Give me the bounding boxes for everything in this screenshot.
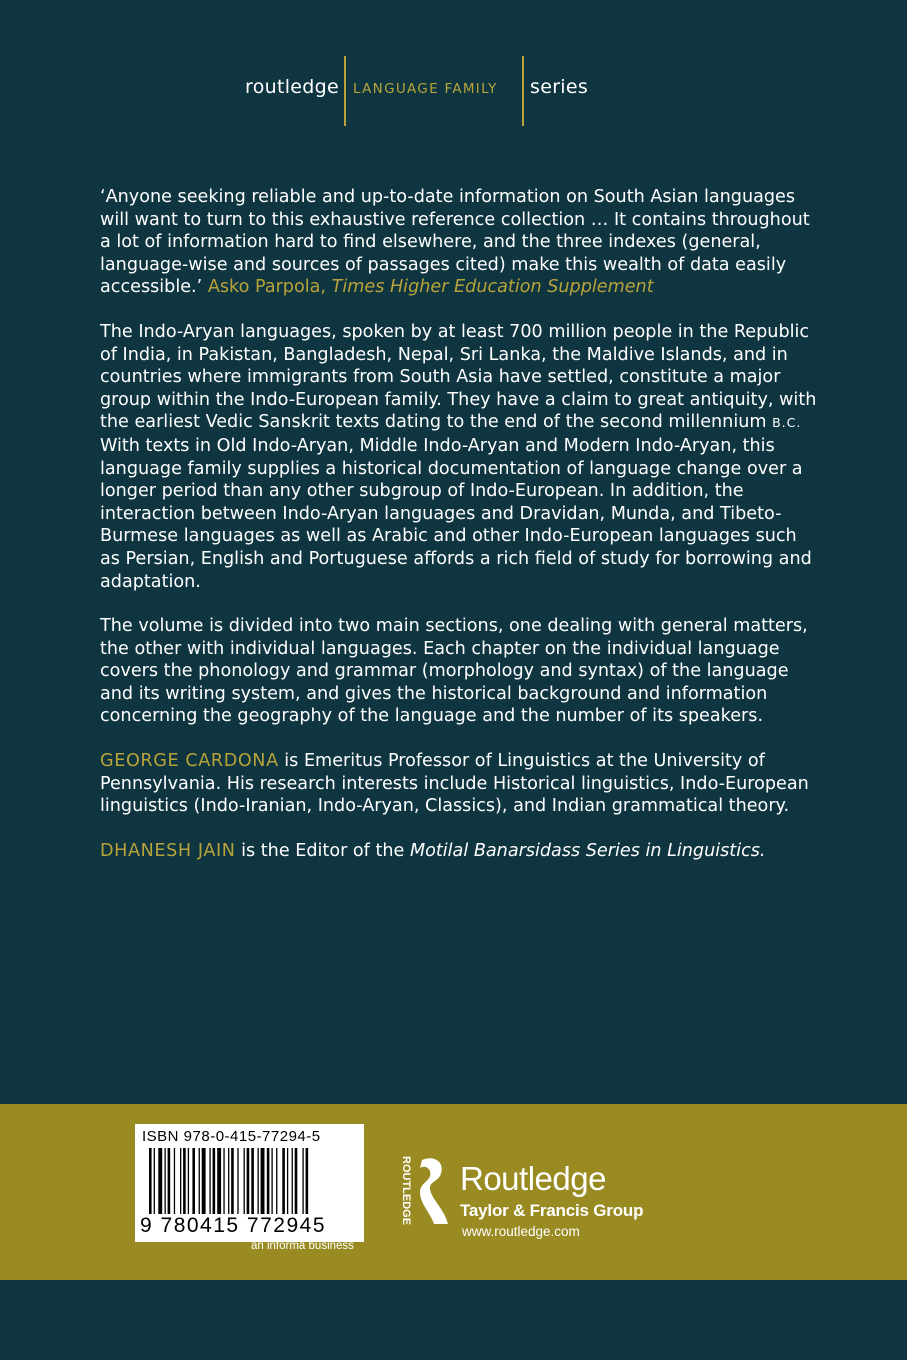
era-label: B.C. — [772, 415, 802, 431]
publisher-group: Taylor & Francis Group — [460, 1201, 644, 1220]
series-word-routledge: routledge — [245, 76, 339, 98]
series-word-series: series — [530, 76, 589, 98]
series-divider-right — [522, 56, 524, 126]
series-word-language-family: LANGUAGE FAMILY — [353, 81, 498, 97]
author-jain-name: DHANESH JAIN — [100, 840, 236, 861]
author-jain-series: Motilal Banarsidass Series in Linguistics. — [409, 840, 766, 861]
back-cover-text — [100, 186, 820, 884]
author-cardona-name: GEORGE CARDONA — [100, 751, 279, 772]
description-text-1b: With texts in Old Indo-Aryan, Middle Indo-Aryan and Modern Indo-Aryan, this language family supplies a historical documentation of language change over a longer period than any other subgroup of Indo-European. In addition, the interaction between Indo-Aryan languages and Dravidan, Munda, and Tibeto-Burmese languages as well as Arabic and other Indo-European languages such as Persian, English and Portuguese affords a rich field of study for borrowing and adaptation. — [100, 435, 812, 592]
review-publication: Times Higher Education Supplement — [331, 277, 654, 298]
review-quote-paragraph — [100, 186, 820, 299]
reviewer-name: Asko Parpola, — [207, 277, 326, 298]
publisher-band — [0, 1104, 907, 1280]
series-divider-left — [344, 56, 346, 126]
logo-vertical-text: ROUTLEDGE — [400, 1156, 412, 1226]
isbn-text: ISBN 978-0-415-77294-5 — [142, 1128, 321, 1145]
barcode-number: 9 780415 772945 — [140, 1214, 326, 1237]
publisher-url: www.routledge.com — [462, 1224, 580, 1239]
author-jain-paragraph — [100, 840, 820, 863]
description-paragraph-2: The volume is divided into two main sections, one dealing with general matters, the other with individual languages. Each chapter on the individual language covers the phonology and grammar (morphology and syntax) of the language and its writing system, and gives the historical background and information concerning the geography of the language and the number of its speakers. — [100, 616, 808, 727]
informa-tagline: an informa business — [251, 1240, 354, 1252]
author-cardona-bio: is Emeritus Professor of Linguistics at the University of Pennsylvania. His research interests include Historical linguistics, Indo-European linguistics (Indo-Iranian, Indo-Aryan, Classics), and Indian grammatical theory. — [100, 751, 809, 817]
description-paragraph-1 — [100, 321, 820, 593]
barcode-bars-icon — [135, 1148, 364, 1216]
author-jain-bio: is the Editor of the — [241, 840, 405, 861]
isbn-barcode — [135, 1124, 364, 1242]
routledge-logo-icon — [396, 1152, 454, 1232]
series-banner — [0, 56, 907, 126]
description-text-1a: The Indo-Aryan languages, spoken by at least 700 million people in the Republic of India, in Pakistan, Bangladesh, Nepal, Sri Lanka, the Maldive Islands, and in countries where immigrants from South Asia have settled, constitute a major group within the Indo-European family. They have a claim to great antiquity, with the earliest Vedic Sanskrit texts dating to the end of the second millennium — [100, 321, 817, 433]
review-quote: ‘Anyone seeking reliable and up-to-date information on South Asian languages will want to turn to this exhaustive reference collection … It contains throughout a lot of information hard to find elsewhere, and the three indexes (general, language-wise and sources of passages cited) make this wealth of data easily accessible.’ — [100, 187, 810, 298]
author-cardona-paragraph — [100, 750, 820, 818]
publisher-name: Routledge — [460, 1160, 606, 1197]
